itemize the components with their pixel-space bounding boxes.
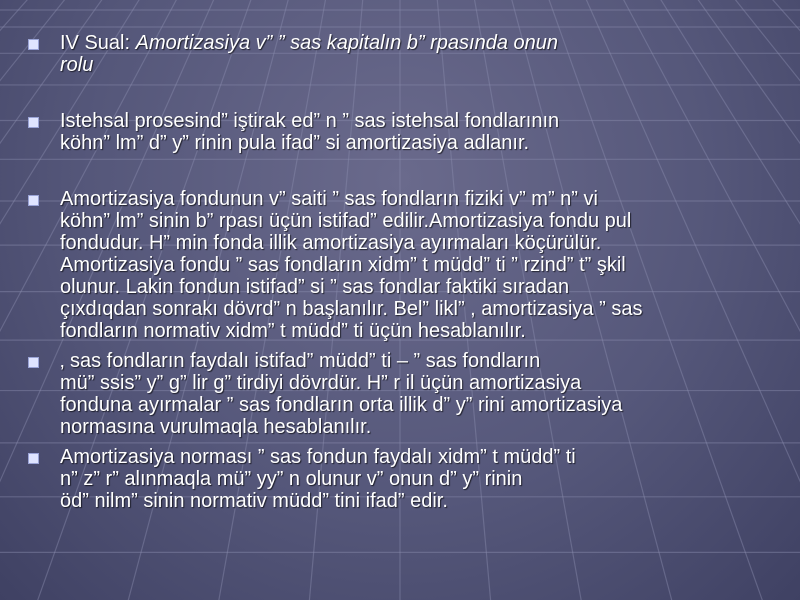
bullet-item	[28, 446, 788, 512]
bullet-text: Amortizasiya fondunun v” saiti ” sas fondların fiziki v” m” n” vi köhn” lm” sinin b” rpası üçün istifad” edilir.Amortizasiya fondu pul fondudur. H” min fonda illik amortizasiya ayırmaları köçürülür. Amortizasiya fondu ” sas fondların xidm” t müdd” ti ” rzind” t” şkil olunur. Lakin fondun istifad” si ” sas fondlar faktiki sıradan çıxdıqdan sonrakı dövrd” n başlanılır. Bel” likl” , amortizasiya ” sas fondların normativ xidm” t müdd” ti üçün hesablanılır.	[60, 188, 643, 342]
title-lead: IV Sual:	[60, 32, 136, 54]
bullet-square-icon	[28, 39, 39, 50]
slide-title	[28, 32, 788, 76]
bullet-square-icon	[28, 453, 39, 464]
bullet-text: Istehsal prosesind” iştirak ed” n ” sas istehsal fondlarının köhn” lm” d” y” rinin pula ifad” si amortizasiya adlanır.	[60, 110, 560, 154]
bullet-item	[28, 350, 788, 438]
slide-content	[28, 32, 788, 512]
title-main: Amortizasiya v” ” sas kapitalın b” rpasında onun rolu	[60, 32, 559, 76]
bullet-item	[28, 188, 788, 342]
bullet-text: ‚ sas fondların faydalı istifad” müdd” ti – ” sas fondların mü” ssis” y” g” lir g” tirdiyi dövrdür. H” r il üçün amortizasiya fonduna ayırmalar ” sas fondların orta illik d” y” rini amortizasiya normasına vurulmaqla hesablanılır.	[60, 350, 623, 438]
bullet-square-icon	[28, 117, 39, 128]
bullet-square-icon	[28, 195, 39, 206]
bullet-item	[28, 110, 788, 154]
bullet-text: Amortizasiya norması ” sas fondun faydalı xidm” t müdd” ti n” z” r” alınmaqla mü” yy” n olunur v” onun d” y” rinin öd” nilm” sinin normativ müdd” tini ifad” edir.	[60, 446, 576, 512]
bullet-square-icon	[28, 357, 39, 368]
